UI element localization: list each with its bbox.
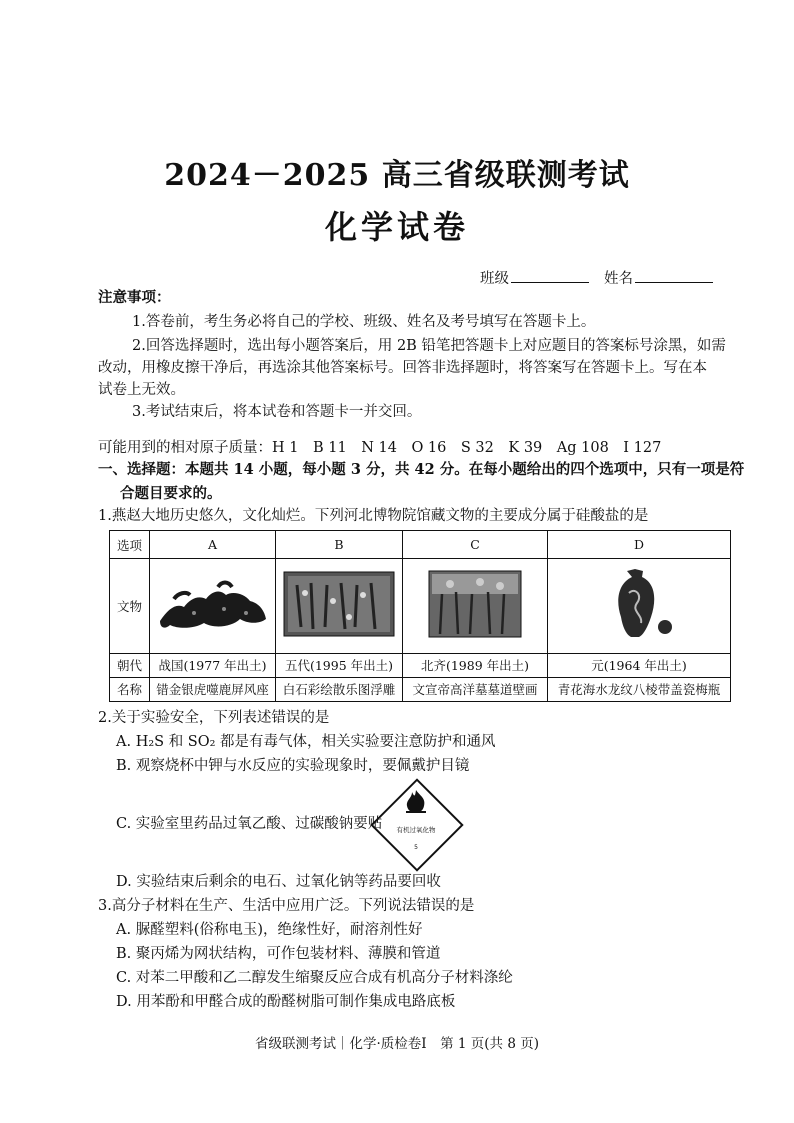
table-row-name — [110, 677, 731, 701]
row-label-dynasty: 朝代 — [110, 653, 150, 677]
hazard-label: 有机过氧化物 — [396, 826, 436, 834]
table-row-dynasty — [110, 653, 731, 677]
notice-item-2-cont2: 试卷上无效。 — [98, 382, 185, 398]
artifact-image-c — [403, 559, 548, 654]
dynasty-c: 北齐(1989 年出土) — [403, 653, 548, 677]
dynasty-d: 元(1964 年出土) — [548, 653, 731, 677]
q1-stem: 1.燕赵大地历史悠久，文化灿烂。下列河北博物院馆藏文物的主要成分属于硅酸盐的是 — [98, 508, 649, 524]
name-d: 青花海水龙纹八棱带盖瓷梅瓶 — [548, 677, 731, 701]
q3-option-d: D. 用苯酚和甲醛合成的酚醛树脂可制作集成电路底板 — [116, 994, 456, 1010]
flame-icon — [400, 788, 432, 814]
plum-vase-image — [599, 565, 679, 643]
notice-item-1: 1.答卷前，考生务必将自己的学校、班级、姓名及考号填写在答题卡上。 — [132, 314, 596, 330]
q3-option-a: A. 脲醛塑料(俗称电玉)，绝缘性好，耐溶剂性好 — [116, 922, 423, 938]
notice-item-3: 3.考试结束后，将本试卷和答题卡一并交回。 — [132, 404, 422, 420]
section1-line2: 合题目要求的。 — [120, 485, 222, 502]
notice-item-2: 2.回答选择题时，选出每小题答案后，用 2B 铅笔把答题卡上对应题目的答案标号涂黑，如需 — [132, 338, 726, 354]
name-a: 错金银虎噬鹿屏风座 — [150, 677, 276, 701]
name-c: 文宣帝高洋墓墓道壁画 — [403, 677, 548, 701]
page-footer: 省级联测考试｜化学·质检卷Ⅰ 第 1 页(共 8 页) — [254, 1036, 539, 1052]
class-label: 班级 — [480, 271, 509, 287]
q2-stem: 2.关于实验安全，下列表述错误的是 — [98, 710, 330, 726]
tiger-screen-base-image — [154, 569, 272, 639]
dynasty-b: 五代(1995 年出土) — [276, 653, 403, 677]
notice-item-2-cont: 改动，用橡皮擦干净后，再选涂其他答案标号。回答非选择题时，将答案写在答题卡上。写在本 — [98, 360, 707, 376]
option-d: D — [548, 531, 731, 559]
row-label-option: 选项 — [110, 531, 150, 559]
option-c: C — [403, 531, 548, 559]
hazard-number: 5 — [414, 844, 418, 851]
q2-option-a: A. H₂S 和 SO₂ 都是有毒气体，相关实验要注意防护和通风 — [116, 734, 496, 750]
name-field — [604, 268, 713, 289]
option-b: B — [276, 531, 403, 559]
table-row-artifacts — [110, 559, 731, 654]
row-label-artifact: 文物 — [110, 559, 150, 654]
section1-line1: 一、选择题：本题共 14 小题，每小题 3 分，共 42 分。在每小题给出的四个选项中，只有一项是符 — [98, 461, 745, 478]
artifact-table — [109, 530, 731, 702]
notice-heading: 注意事项： — [98, 289, 171, 306]
q2-option-c: C. 实验室里药品过氧乙酸、过碳酸钠要贴 — [116, 816, 383, 832]
exam-subtitle: 化学试卷 — [324, 208, 469, 246]
relief-carving-image — [283, 571, 395, 637]
q3-stem: 3.高分子材料在生产、生活中应用广泛。下列说法错误的是 — [98, 898, 475, 914]
mural-painting-image — [428, 570, 522, 638]
option-a: A — [150, 531, 276, 559]
name-label: 姓名 — [604, 271, 633, 287]
exam-title: 2024－2025 高三省级联测考试 — [164, 158, 630, 193]
name-blank[interactable] — [635, 268, 713, 283]
q3-option-b: B. 聚丙烯为网状结构，可作包装材料、薄膜和管道 — [116, 946, 441, 962]
artifact-image-d — [548, 559, 731, 654]
row-label-name: 名称 — [110, 677, 150, 701]
class-field — [480, 268, 589, 289]
table-row-options — [110, 531, 731, 559]
q2-option-b: B. 观察烧杯中钾与水反应的实验现象时，要佩戴护目镜 — [116, 758, 470, 774]
q3-option-c: C. 对苯二甲酸和乙二醇发生缩聚反应合成有机高分子材料涤纶 — [116, 970, 513, 986]
class-blank[interactable] — [511, 268, 589, 283]
q2-option-d: D. 实验结束后剩余的电石、过氧化钠等药品要回收 — [116, 874, 441, 890]
dynasty-a: 战国(1977 年出土) — [150, 653, 276, 677]
artifact-image-a — [150, 559, 276, 654]
atomic-masses: 可能用到的相对原子质量：H 1 B 11 N 14 O 16 S 32 K 39 Ag 108 I 127 — [98, 440, 662, 456]
artifact-image-b — [276, 559, 403, 654]
name-b: 白石彩绘散乐图浮雕 — [276, 677, 403, 701]
